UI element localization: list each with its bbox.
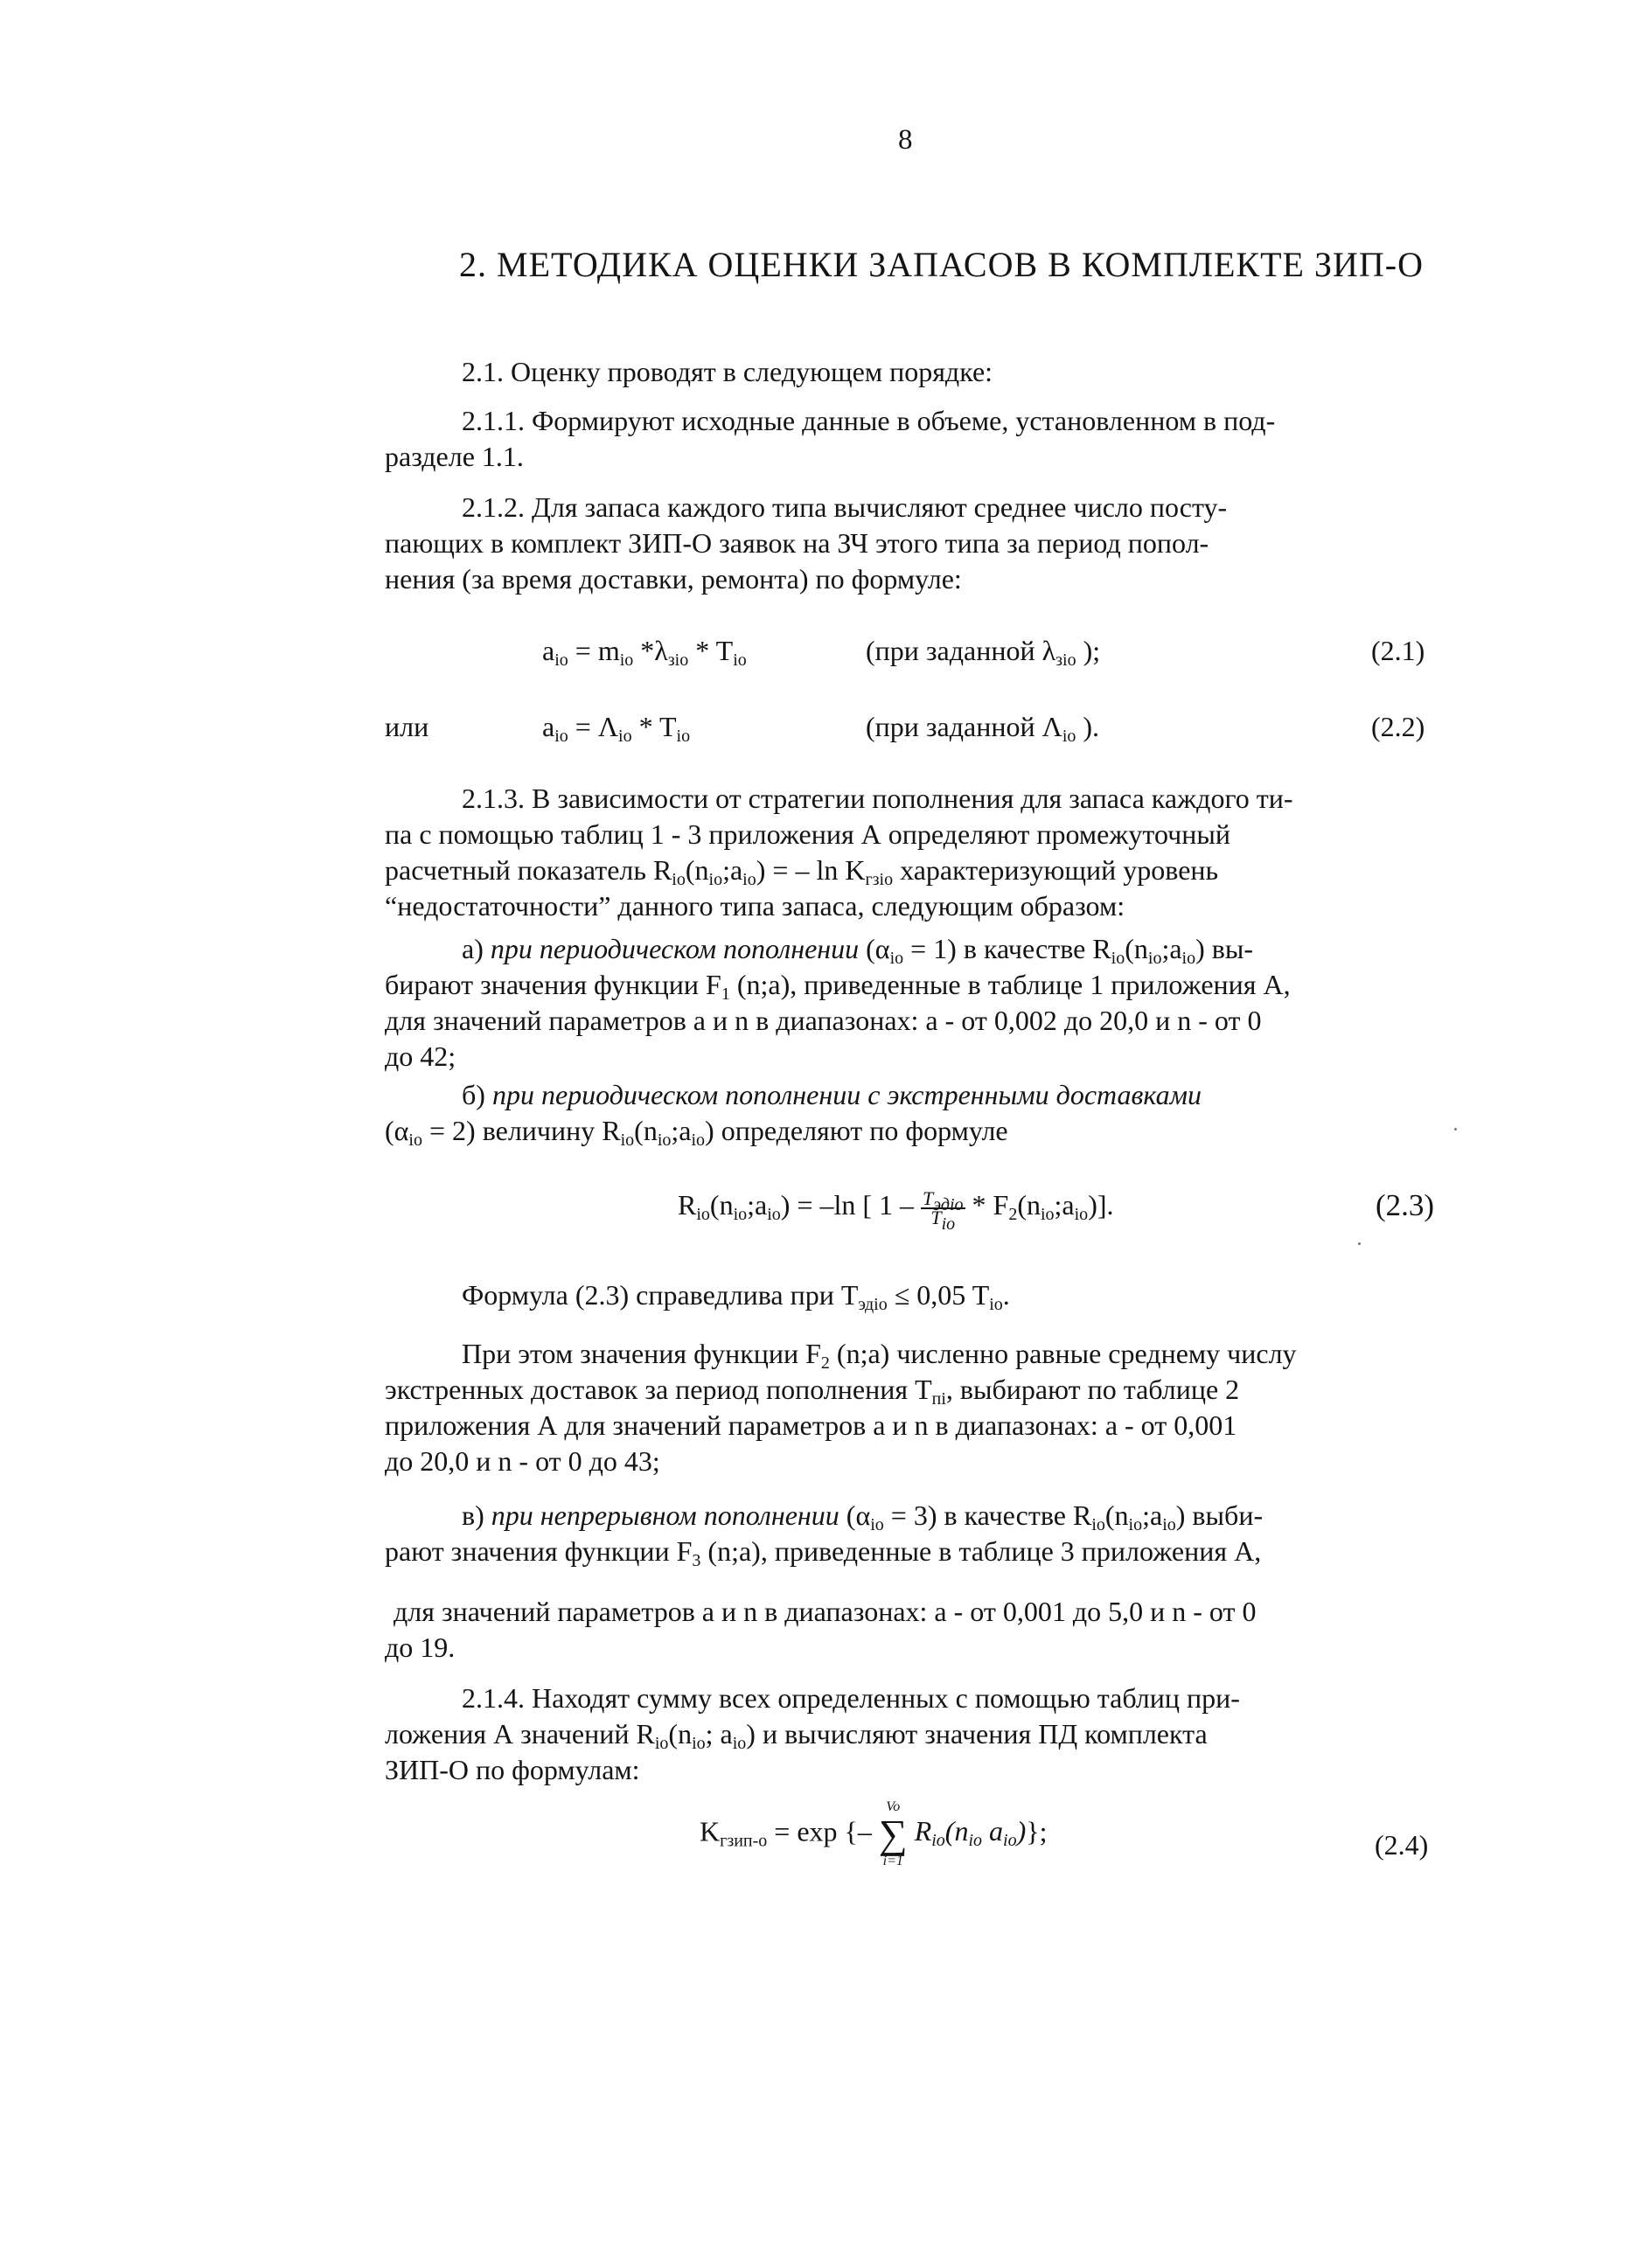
paragraph-2-1-4-line2: ложения А значений $R_{io}(n_{io}$; $a_{io}$) и вычисляют значения ПД комплекта (385, 1718, 1208, 1753)
equation-2-3-number: (2.3) (1376, 1188, 1435, 1222)
item-a-line2: бирают значения функции $F_1$ (n;a), приведенные в таблице 1 приложения А, (385, 969, 1291, 1004)
f2-paragraph-line4: до 20,0 и n - от 0 до 43; (385, 1445, 660, 1477)
fraction-tedio-over-tio: $\frac{T_{эдio}}{T_{io}}$ (923, 1186, 964, 1234)
scan-speck (1454, 1128, 1457, 1131)
section-heading: 2. МЕТОДИКА ОЦЕНКИ ЗАПАСОВ В КОМПЛЕКТЕ ЗИП-О (459, 245, 1424, 284)
paragraph-2-1-2-line2: пающих в комплект ЗИП-О заявок на ЗЧ этого типа за период попол- (385, 527, 1209, 559)
equation-2-1-number: (2.1) (1371, 635, 1425, 666)
item-a-line3: для значений параметров а и n в диапазонах: а - от 0,002 до 20,0 и n - от 0 (385, 1005, 1262, 1036)
equation-2-4-number: (2.4) (1375, 1829, 1429, 1861)
page-number: 8 (898, 124, 913, 156)
paragraph-2-1: 2.1. Оценку проводят в следующем порядке: (462, 356, 993, 387)
item-c-line1: в) при непрерывном пополнении $(\alpha_{io} = 3)$ в качестве $R_{io}(n_{io};a_{io})$ выби- (462, 1499, 1264, 1534)
equation-2-2: $a_{io} = \Lambda_{io} * T_{io}$ (542, 711, 691, 746)
equation-2-1: $a_{io} = m_{io}$ $*\lambda_{зio} * T_{io}$ (542, 635, 747, 670)
formula-validity: Формула (2.3) справедлива при $Т_{эдio} \le 0,05$ $T_{io}$. (462, 1279, 1010, 1314)
paragraph-2-1-1-line2: разделе 1.1. (385, 441, 524, 472)
item-c-line2: рают значения функции $F_3$ (n;a), приведенные в таблице 3 приложения А, (385, 1535, 1262, 1570)
equation-2-2-number: (2.2) (1371, 711, 1425, 742)
item-c-line4: до 19. (385, 1631, 456, 1663)
paragraph-2-1-4-line1: 2.1.4. Находят сумму всех определенных с помощью таблиц при- (462, 1682, 1240, 1714)
equation-2-1-condition: (при заданной $\lambda_{зio}$ ); (866, 635, 1101, 670)
item-b-line1: б) при периодическом пополнении с экстренными доставками (462, 1079, 1202, 1110)
item-c-line3: для значений параметров а и n в диапазонах: а - от 0,001 до 5,0 и n - от 0 (394, 1596, 1257, 1627)
paragraph-2-1-2-line1: 2.1.2. Для запаса каждого типа вычисляют среднее число посту- (462, 491, 1228, 523)
or-word: или (385, 711, 429, 742)
paragraph-2-1-3-line2: па с помощью таблиц 1 - 3 приложения А определяют промежуточный (385, 818, 1230, 850)
summation-symbol: Vo ∑ i=1 (878, 1799, 908, 1868)
paragraph-2-1-3-line4: “недостаточности” данного типа запаса, следующим образом: (385, 890, 1125, 922)
item-a-line4: до 42; (385, 1040, 456, 1072)
item-b-line2: $(\alpha_{io} = 2)$ величину $R_{io}(n_{io};a_{io})$ определяют по формуле (385, 1115, 1008, 1150)
item-a-line1: а) при периодическом пополнении $(\alpha_{io} = 1)$ в качестве $R_{io}(n_{io};a_{io})$ вы- (462, 933, 1254, 968)
paragraph-2-1-3-line3: расчетный показатель $R_{io}(n_{io};a_{io})$ = – $\ln K_{гзio}$ характеризующий уровень (385, 854, 1219, 889)
scan-speck (1358, 1242, 1361, 1245)
paragraph-2-1-3-line1: 2.1.3. В зависимости от стратегии пополнения для запаса каждого ти- (462, 783, 1293, 814)
equation-2-4: $K_{гзип-о} = \exp$ {– Vo ∑ i=1 $R_{io}(n_{io}$ $a_{io}$)}; (700, 1799, 1048, 1868)
paragraph-2-1-1-line1: 2.1.1. Формируют исходные данные в объеме, установленном в под- (462, 405, 1276, 436)
paragraph-2-1-4-line3: ЗИП-О по формулам: (385, 1754, 640, 1785)
f2-paragraph-line2: экстренных доставок за период пополнения $T_{пi}$, выбирают по таблице 2 (385, 1374, 1240, 1409)
f2-paragraph-line3: приложения А для значений параметров а и n в диапазонах: а - от 0,001 (385, 1409, 1237, 1441)
paragraph-2-1-2-line3: нения (за время доставки, ремонта) по формуле: (385, 563, 962, 595)
equation-2-3: $R_{io}(n_{io};a_{io}) = -\ln$ [ 1 – $\frac{T_{эдio}}{T_{io}}$ * $F_2(n_{io};a_{io})$]. (678, 1186, 1114, 1234)
f2-paragraph-line1: При этом значения функции $F_2$ (n;a) численно равные среднему числу (462, 1338, 1297, 1373)
equation-2-2-condition: (при заданной $\Lambda_{io}$ ). (866, 711, 1100, 746)
